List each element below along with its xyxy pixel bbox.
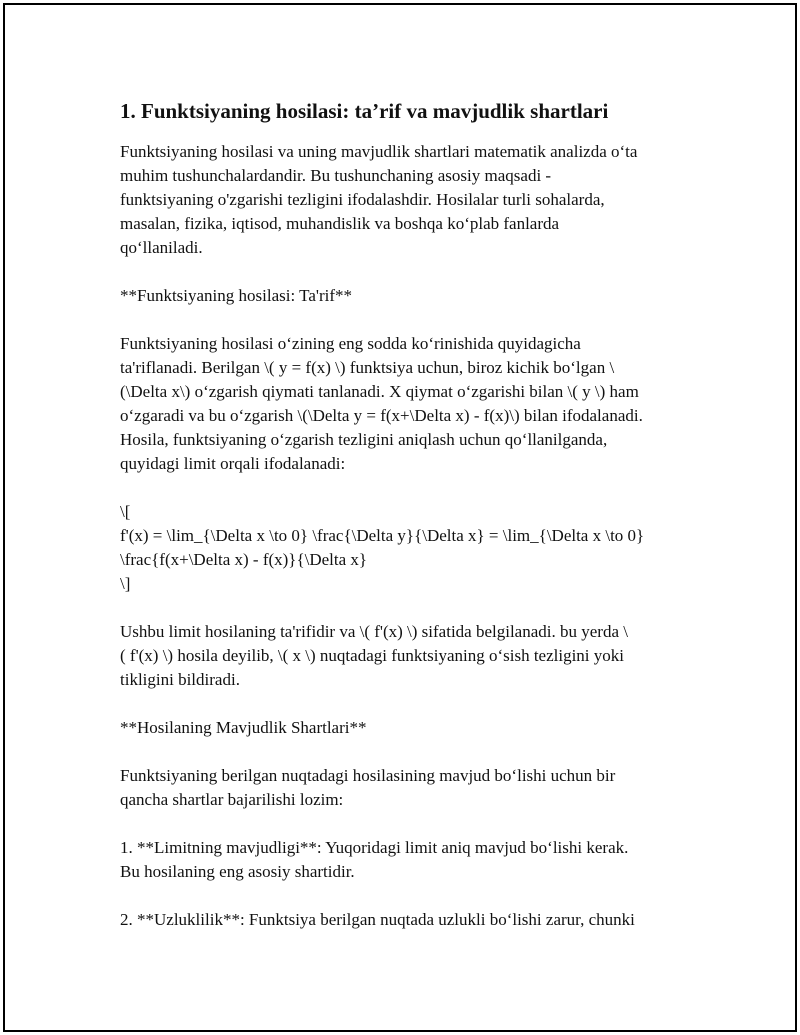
- condition-item-2: 2. **Uzluklilik**: Funktsiya berilgan nuqtada uzlukli bo‘lishi zarur, chunki: [120, 910, 635, 929]
- section-heading-definition: **Funktsiyaning hosilasi: Ta'rif**: [120, 286, 352, 305]
- conditions-intro-paragraph: Funktsiyaning berilgan nuqtadagi hosilasining mavjud bo‘lishi uchun bir qancha shartlar bajarilishi lozim:: [120, 766, 616, 809]
- condition-item-1: 1. **Limitning mavjudligi**: Yuqoridagi limit aniq mavjud bo‘lishi kerak. Bu hosilaning eng asosiy shartidir.: [120, 838, 629, 881]
- definition-paragraph: Funktsiyaning hosilasi o‘zining eng sodda ko‘rinishida quyidagicha ta'riflanadi. Berilgan \( y = f(x) \) funktsiya uchun, biroz kichik bo‘lgan \ (\Delta x\) o‘zgarish qiymati tanlanadi. X qiymat o‘zgarishi bilan \( y \) ham o‘zgaradi va bu o‘zgarish \(\Delta y = f(x+\Delta x) - f(x)\) bilan ifodalanadi. Hosila, funktsiyaning o‘zgarish tezligini aniqlash uchun qo‘llanilganda, quyidagi limit orqali ifodalanadi:: [120, 334, 643, 473]
- intro-paragraph: Funktsiyaning hosilasi va uning mavjudlik shartlari matematik analizda o‘ta muhim tushunchalardandir. Bu tushunchaning asosiy maqsadi - funktsiyaning o'zgarishi tezligini ifodalashdir. Hosilalar turli sohalarda, masalan, fizika, iqtisod, muhandislik va boshqa ko‘plab fanlarda qo‘llaniladi.: [120, 142, 638, 257]
- paragraph-gap: [120, 596, 710, 620]
- limit-explanation-paragraph: Ushbu limit hosilaning ta'rifidir va \( f'(x) \) sifatida belgilanadi. bu yerda \ ( f'(x) \) hosila deyilib, \( x \) nuqtadagi funktsiyaning o‘sish tezligini yoki tikligini bildiradi.: [120, 622, 628, 689]
- document-title: 1. Funktsiyaning hosilasi: ta’rif va mavjudlik shartlari: [120, 99, 609, 123]
- formula-block: \[ f'(x) = \lim_{\Delta x \to 0} \frac{\Delta y}{\Delta x} = \lim_{\Delta x \to 0} \frac{f(x+\Delta x) - f(x)}{\Delta x} \]: [120, 502, 645, 593]
- paragraph-gap: [120, 692, 710, 716]
- paragraph-gap: [120, 260, 710, 284]
- page-frame: [3, 3, 797, 1032]
- document-body: [120, 96, 710, 932]
- paragraph-gap: [120, 308, 710, 332]
- paragraph-gap: [120, 476, 710, 500]
- section-heading-conditions: **Hosilaning Mavjudlik Shartlari**: [120, 718, 367, 737]
- paragraph-gap: [120, 740, 710, 764]
- paragraph-gap: [120, 884, 710, 908]
- paragraph-gap: [120, 812, 710, 836]
